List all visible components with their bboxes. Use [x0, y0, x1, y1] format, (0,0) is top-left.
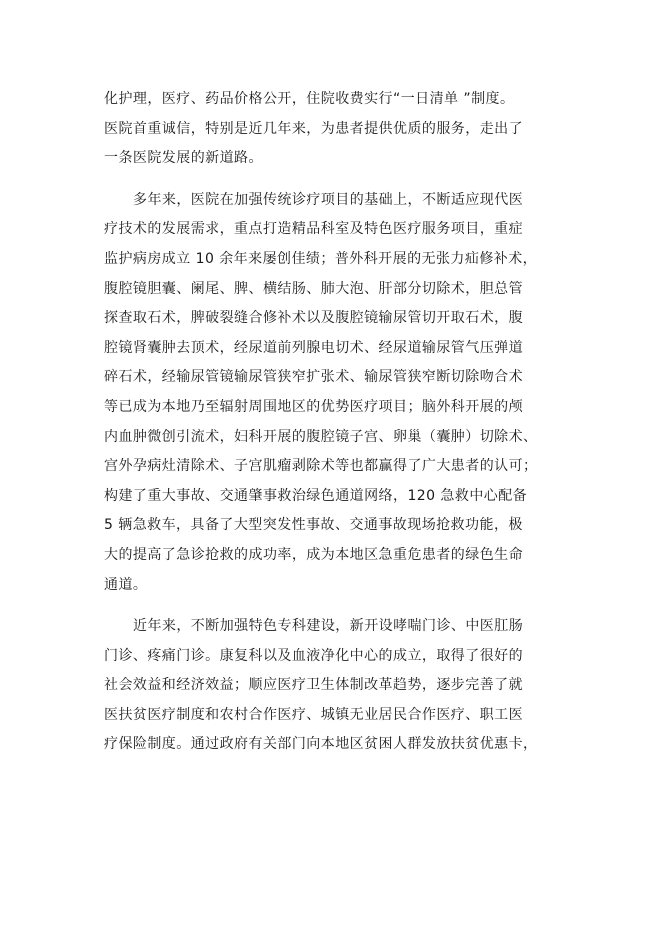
text-line: 5 辆急救车，具备了大型突发性事故、交通事故现场抢救功能，极	[104, 517, 523, 534]
text-line: 等已成为本地乃至辐射周围地区的优势医疗项目；脑外科开展的颅	[104, 398, 524, 415]
text-line: 一条医院发展的新道路。	[104, 150, 263, 167]
text-line: 化护理，医疗、药品价格公开，住院收费实行“一日清单 ”制度。	[104, 91, 515, 107]
text-line: 腔镜肾囊肿去顶术，经尿道前列腺电切术、经尿道输尿管气压弹道	[104, 339, 524, 356]
text-line: 疗保险制度。通过政府有关部门向本地区贫困人群发放扶贫优惠卡，	[104, 736, 538, 753]
text-line: 门诊、疼痛门诊。康复科以及血液净化中心的成立，取得了很好的	[104, 647, 524, 664]
text-line: 大的提高了急诊抢救的成功率，成为本地区急重危患者的绿色生命	[104, 546, 524, 563]
text-line: 疗技术的发展需求，重点打造精品科室及特色医疗服务项目，重症	[104, 221, 524, 238]
text-line: 探查取石术，脾破裂缝合修补术以及腹腔镜输尿管切开取石术，腹	[104, 310, 524, 327]
paragraph-spacer	[104, 174, 560, 186]
text-line: 监护病房成立 10 余年来屡创佳绩；普外科开展的无张力疝修补术，	[104, 250, 538, 267]
text-line: 社会效益和经济效益；顺应医疗卫生体制改革趋势，逐步完善了就	[104, 677, 524, 694]
text-line: 构建了重大事故、交通肇事救治绿色通道网络，120 急救中心配备	[104, 487, 528, 504]
text-line: 腹腔镜胆囊、阑尾、脾、横结肠、肺大泡、肝部分切除术，胆总管	[104, 280, 524, 297]
paragraph-3	[104, 612, 560, 760]
text-line: 通道。	[104, 576, 148, 593]
text-line: 医院首重诚信，特别是近几年来，为患者提供优质的服务，走出了	[104, 120, 524, 137]
text-line: 多年来，医院在加强传统诊疗项目的基础上，不断适应现代医	[133, 191, 524, 208]
paragraph-2	[104, 186, 560, 600]
text-line: 近年来，不断加强特色专科建设，新开设哮喘门诊、中医肛肠	[133, 618, 524, 635]
paragraph-1	[104, 85, 560, 174]
text-line: 碎石术，经输尿管镜输尿管狭窄扩张术、输尿管狭窄断切除吻合术	[104, 369, 524, 386]
paragraph-spacer	[104, 600, 560, 612]
text-line: 医扶贫医疗制度和农村合作医疗、城镇无业居民合作医疗、职工医	[104, 706, 524, 723]
text-line: 内血肿微创引流术，妇科开展的腹腔镜子宫、卵巢（囊肿）切除术、	[104, 428, 538, 445]
text-line: 宫外孕病灶清除术、子宫肌瘤剥除术等也都赢得了广大患者的认可；	[104, 458, 538, 475]
document-body	[104, 85, 560, 760]
